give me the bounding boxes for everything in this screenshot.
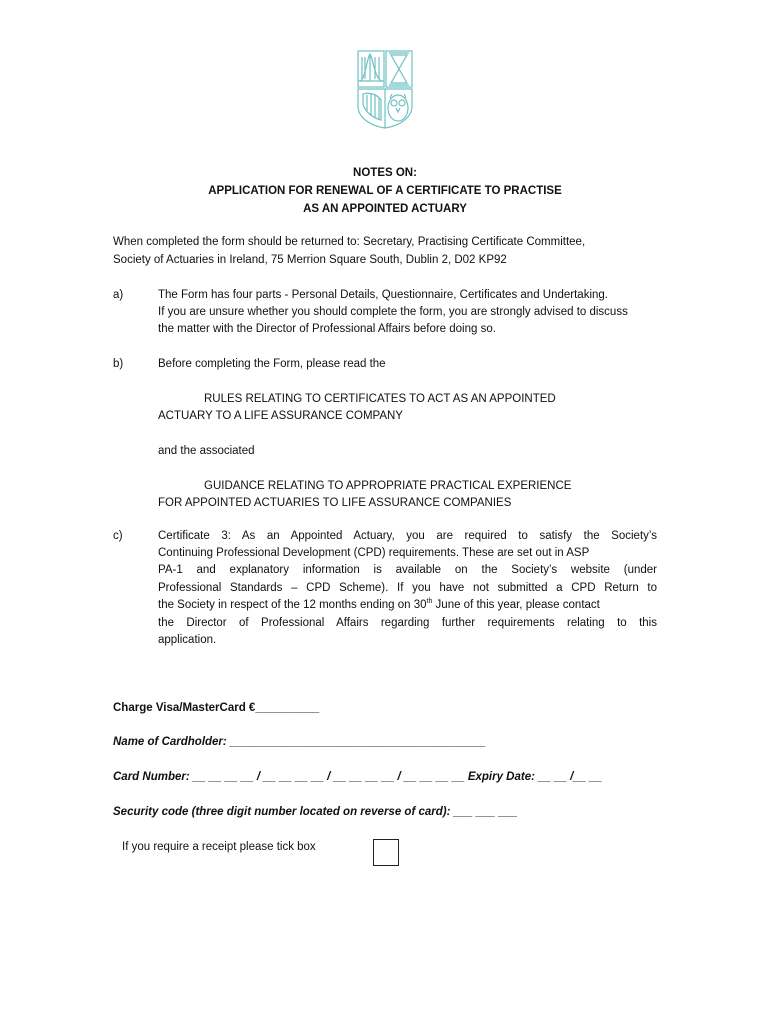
item-a-marker: a) (113, 289, 124, 301)
item-c-line1: Certificate 3: As an Appointed Actuary, you are required to satisfy the Society’s (158, 530, 657, 542)
cardholder-name-field[interactable]: Name of Cardholder: ________________________________________ (113, 736, 486, 748)
guidance-title-line2: FOR APPOINTED ACTUARIES TO LIFE ASSURANCE COMPANIES (158, 497, 512, 509)
item-b-line1: Before completing the Form, please read the (158, 358, 386, 370)
notes-heading-line3: AS AN APPOINTED ACTUARY (303, 203, 467, 215)
item-a-line2: If you are unsure whether you should complete the form, you are strongly advised to discuss (158, 306, 628, 318)
item-a-line1: The Form has four parts - Personal Details, Questionnaire, Certificates and Undertaking. (158, 289, 608, 301)
receipt-checkbox[interactable] (373, 839, 399, 866)
item-c-line5-sup: th (426, 598, 433, 606)
card-number-field[interactable]: Card Number: __ __ __ __ / __ __ __ __ / __ __ __ __ / __ __ __ __ Expiry Date: __ __ /__ __ (113, 771, 603, 783)
rules-title-line2: ACTUARY TO A LIFE ASSURANCE COMPANY (158, 410, 403, 422)
item-c-line3: PA-1 and explanatory information is available on the Society’s website (under (158, 564, 657, 576)
notes-heading-line1: NOTES ON: (353, 167, 417, 179)
charge-card-field[interactable]: Charge Visa/MasterCard €__________ (113, 702, 320, 714)
item-c-line5-b: June of this year, please contact (432, 599, 600, 611)
item-c-line4: Professional Standards – CPD Scheme). If you have not submitted a CPD Return to (158, 582, 657, 594)
notes-heading-line2: APPLICATION FOR RENEWAL OF A CERTIFICATE TO PRACTISE (208, 185, 562, 197)
item-c-line6: the Director of Professional Affairs regarding further requirements relating to this (158, 617, 657, 629)
society-crest-icon (355, 48, 415, 130)
associated-text: and the associated (158, 445, 255, 457)
intro-line1: When completed the form should be returned to: Secretary, Practising Certificate Committee, (113, 236, 586, 248)
rules-title-line1: RULES RELATING TO CERTIFICATES TO ACT AS AN APPOINTED (204, 393, 556, 405)
item-c-line5-a: the Society in respect of the 12 months ending on 30 (158, 599, 427, 611)
item-c-line2: Continuing Professional Development (CPD) requirements. These are set out in ASP (158, 547, 590, 559)
item-b-marker: b) (113, 358, 124, 370)
receipt-label: If you require a receipt please tick box (122, 841, 316, 853)
item-c-line5 (158, 597, 657, 615)
intro-line2: Society of Actuaries in Ireland, 75 Merrion Square South, Dublin 2, D02 KP92 (113, 254, 507, 266)
item-a-line3: the matter with the Director of Professional Affairs before doing so. (158, 323, 496, 335)
item-c-marker: c) (113, 530, 123, 542)
guidance-title-line1: GUIDANCE RELATING TO APPROPRIATE PRACTICAL EXPERIENCE (204, 480, 572, 492)
item-c-line7: application. (158, 634, 217, 646)
security-code-field[interactable]: Security code (three digit number located on reverse of card): ___ ___ ___ (113, 806, 518, 818)
